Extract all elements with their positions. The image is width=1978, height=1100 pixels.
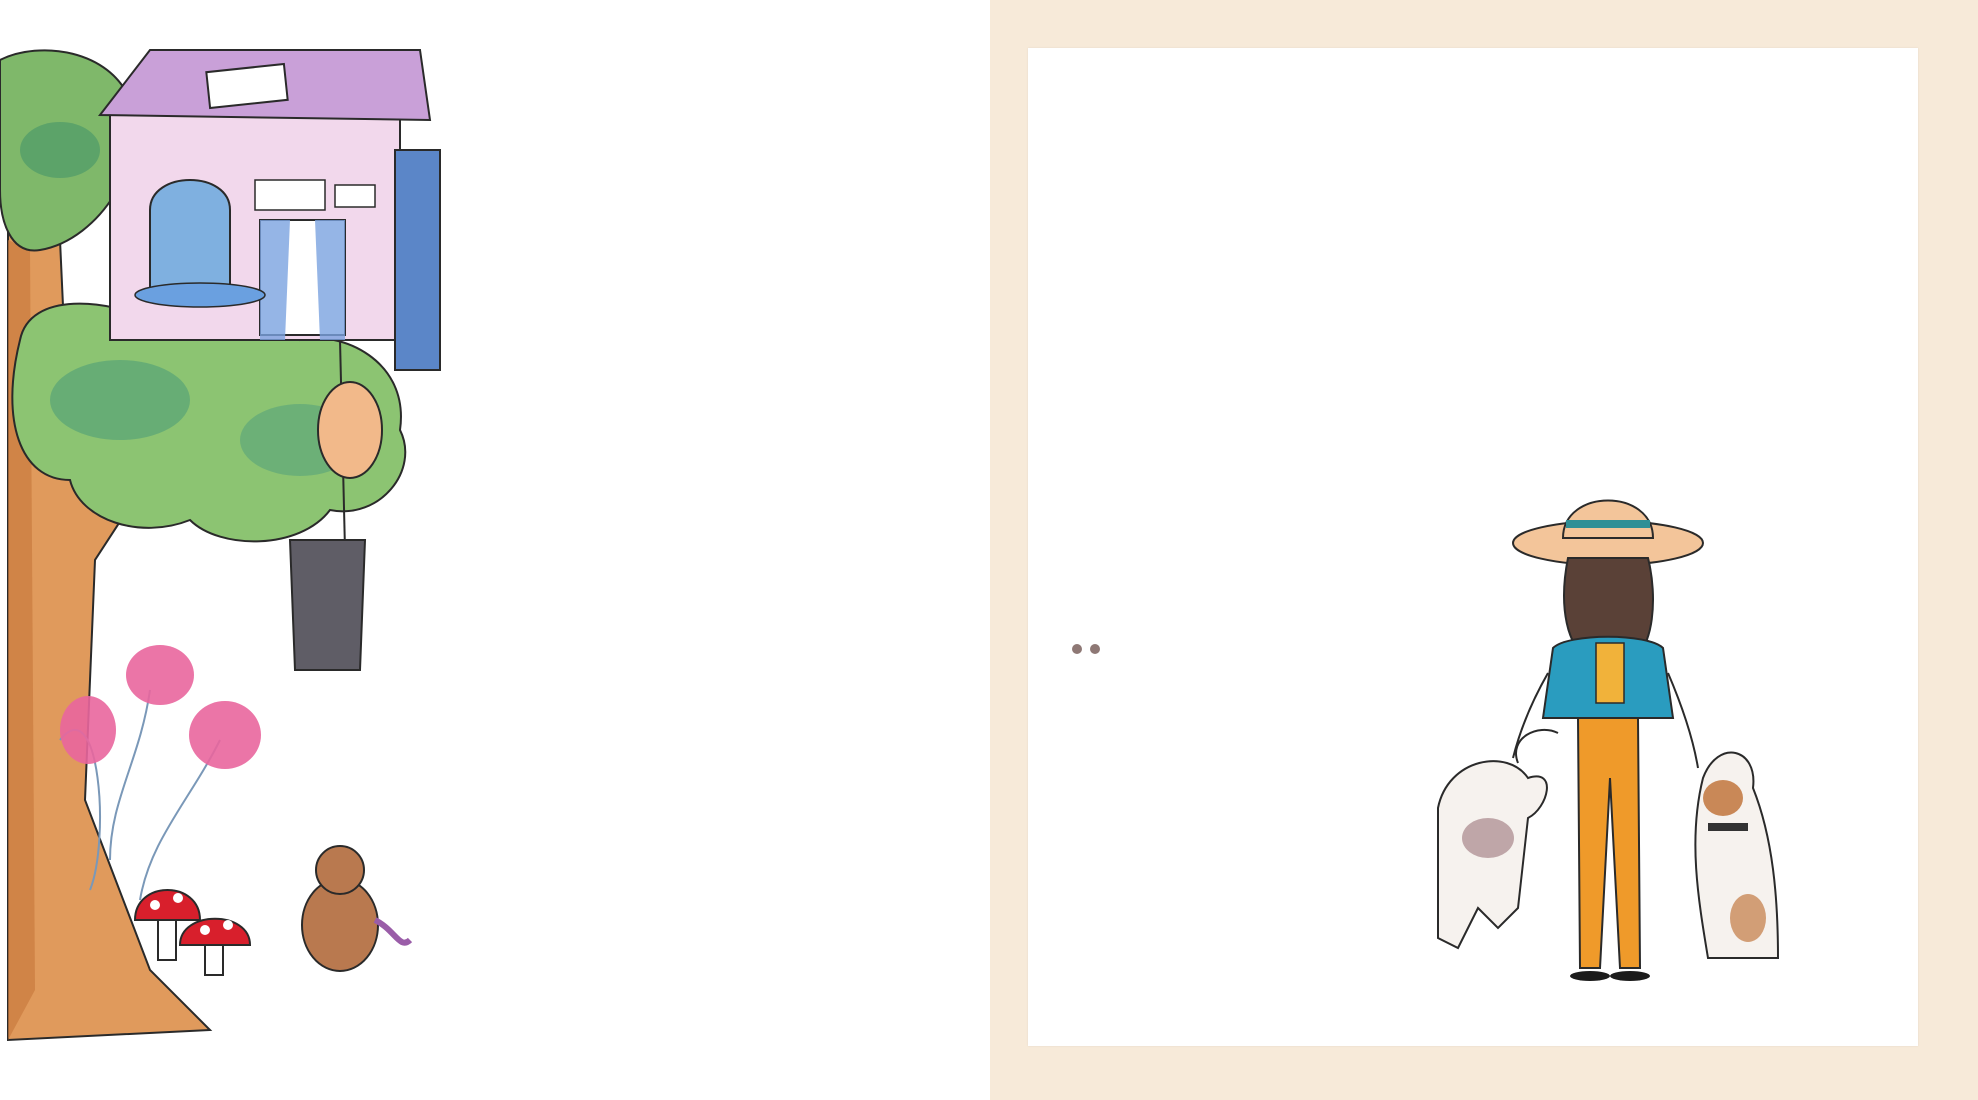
song-card (1028, 48, 1918, 1046)
chorus (1072, 230, 1090, 255)
bullet-dot-icon (1072, 644, 1082, 654)
left-song-header (503, 158, 517, 214)
chorus (504, 324, 522, 349)
treehouse-illustration (0, 40, 450, 1050)
left-lyrics (504, 300, 522, 373)
right-lyrics (1072, 230, 1090, 279)
meaning-heading (1072, 644, 1100, 654)
right-page (990, 0, 1978, 1100)
girl-with-dogs-illustration (1418, 478, 1798, 998)
meaning-section (1072, 644, 1100, 676)
bullet-dot-icon (1090, 644, 1100, 654)
lyric-line (1072, 230, 1090, 255)
lyric-line (504, 324, 522, 349)
right-song-header (1070, 90, 1084, 146)
